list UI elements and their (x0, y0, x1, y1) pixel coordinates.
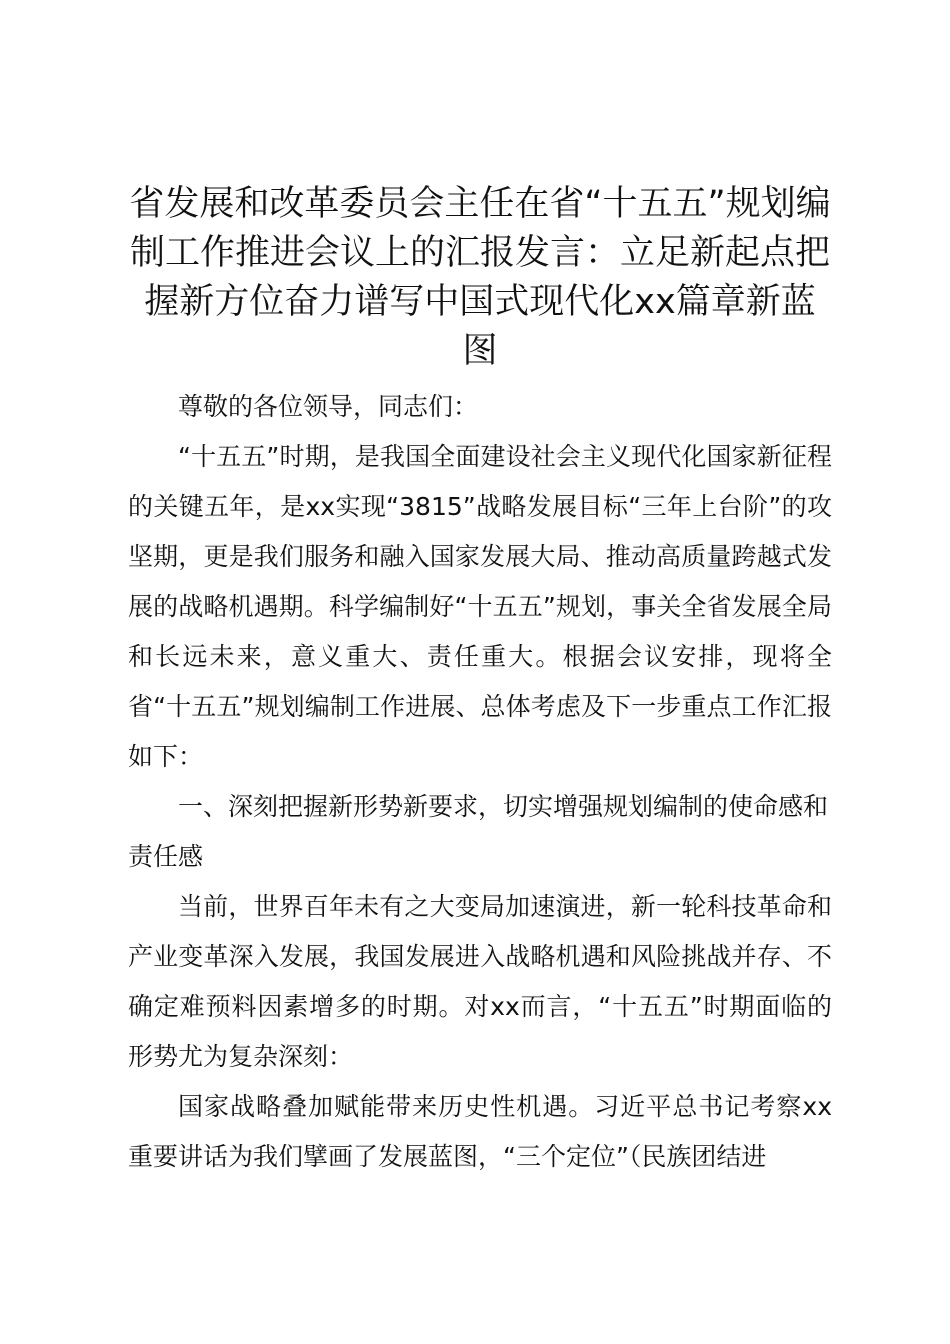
document-body (128, 382, 832, 1182)
salutation: 尊敬的各位领导，同志们： (178, 392, 479, 421)
section1-paragraph-1: 当前，世界百年未有之大变局加速演进，新一轮科技革命和产业变革深入发展，我国发展进入战略机遇和风险挑战并存、不确定难预料因素增多的时期。对xx而言，“十五五”时期面临的形势尤为复杂深刻： (128, 892, 832, 1071)
intro-paragraph: “十五五”时期，是我国全面建设社会主义现代化国家新征程的关键五年，是xx实现“3815”战略发展目标“三年上台阶”的攻坚期，更是我们服务和融入国家发展大局、推动高质量跨越式发展的战略机遇期。科学编制好“十五五”规划，事关全省发展全局和长远未来，意义重大、责任重大。根据会议安排，现将全省“十五五”规划编制工作进展、总体考虑及下一步重点工作汇报如下： (128, 442, 832, 771)
document-page (128, 180, 832, 1182)
document-title: 省发展和改革委员会主任在省“十五五”规划编制工作推进会议上的汇报发言：立足新起点把握新方位奋力谱写中国式现代化xx篇章新蓝图 (129, 184, 831, 371)
section-heading-1: 一、深刻把握新形势新要求，切实增强规划编制的使命感和责任感 (128, 792, 829, 871)
section1-paragraph-2: 国家战略叠加赋能带来历史性机遇。习近平总书记考察xx重要讲话为我们擘画了发展蓝图，“三个定位”（民族团结进 (128, 1092, 832, 1171)
